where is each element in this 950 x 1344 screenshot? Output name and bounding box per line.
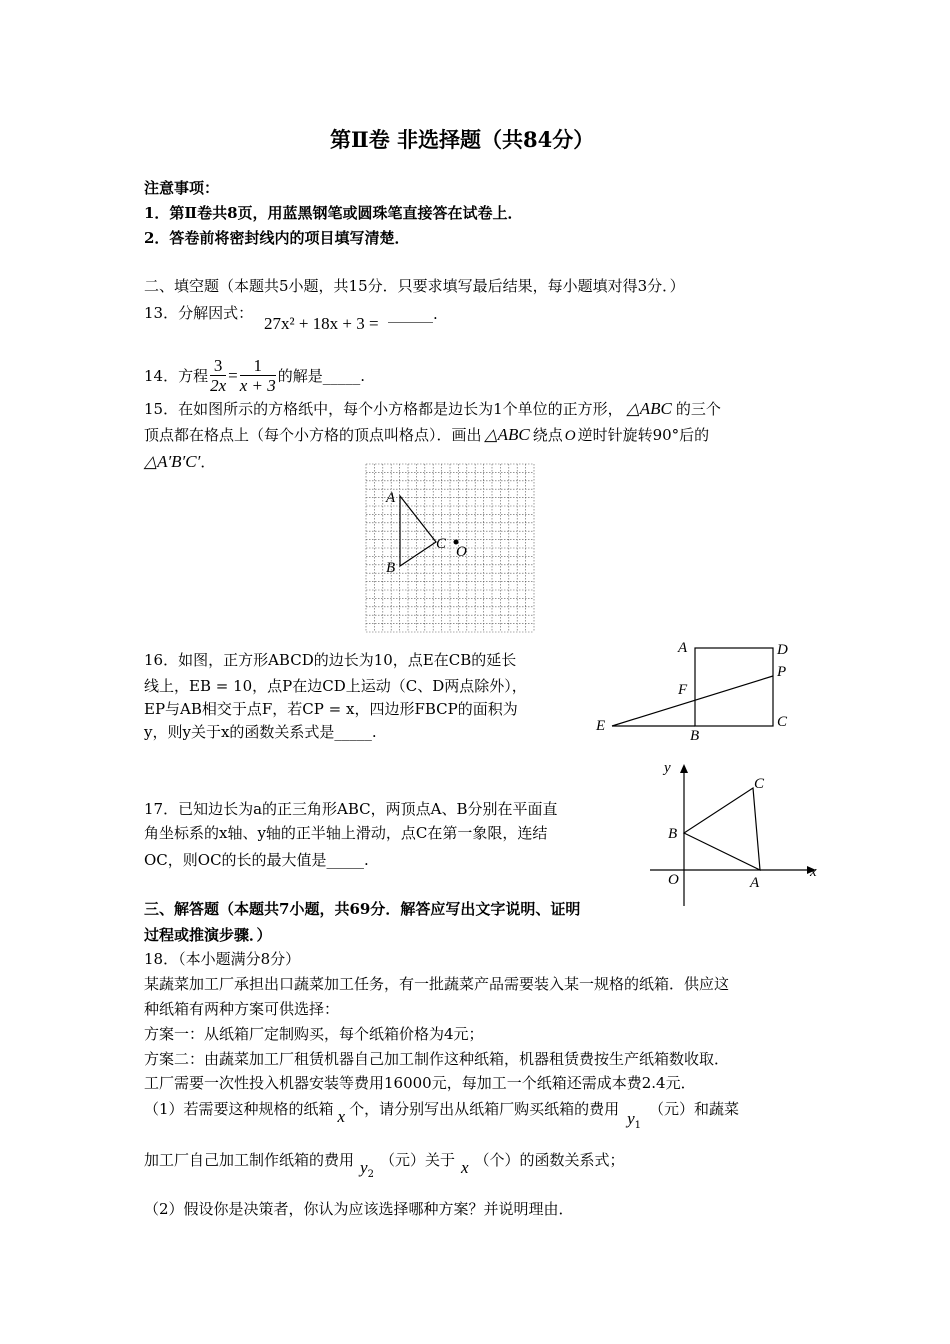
label-a: A: [678, 640, 688, 656]
q13-label: 13．分解因式：: [144, 304, 254, 322]
q15-triangle-prime: △A′B′C′: [144, 452, 201, 471]
notice-item-2: 2．答卷前将密封线内的项目填写清楚．: [144, 229, 410, 247]
q18-y1: [627, 1109, 641, 1136]
triangle-abc: [684, 788, 760, 870]
q17-line1: 17．已知边长为a的正三角形ABC，两顶点A、B分别在平面直: [144, 800, 558, 818]
section2-heading: 二、填空题（本题共5小题，共15分．只要求填写最后结果，每小题填对得3分．）: [144, 277, 685, 295]
q18-p3: 方案一：从纸箱厂定制购买，每个纸箱价格为4元；: [144, 1025, 484, 1043]
q15-point-o: O: [564, 428, 576, 444]
q15-triangle-abc: △ABC: [626, 399, 672, 418]
page-title: 第Ⅱ卷 非选择题（共84分）: [330, 127, 595, 152]
label-e: E: [596, 718, 606, 734]
q14-num1: 3: [210, 356, 226, 376]
q16-line1: 16．如图，正方形ABCD的边长为10，点E在CB的延长: [144, 651, 517, 669]
label-o: O: [668, 872, 679, 888]
q18-var-x: x: [337, 1107, 346, 1126]
segment-ep: [612, 676, 773, 726]
q14-line: [144, 356, 365, 395]
q15-line2: [144, 425, 709, 446]
q14-equals: =: [228, 365, 238, 385]
q17-line3: OC，则OC的长的最大值是_____.: [144, 851, 369, 869]
notice-item-1: 1．第Ⅱ卷共8页，用蓝黑钢笔或圆珠笔直接答在试卷上．: [144, 204, 523, 222]
q16-figure: [590, 636, 800, 748]
q15-line3-end: ．: [200, 453, 216, 471]
q14-den2: x + 3: [239, 376, 276, 395]
label-o: O: [456, 544, 467, 560]
q16-line2: 线上，EB = 10，点P在边CD上运动（C、D两点除外），: [144, 677, 527, 695]
q18-y2-var: y: [360, 1158, 368, 1177]
q18-p2: 种纸箱有两种方案可供选择：: [144, 1000, 340, 1018]
label-b: B: [668, 826, 678, 842]
q14-suffix: 的解是_____.: [277, 366, 366, 385]
label-y: y: [664, 760, 671, 776]
q14-prefix: 14．方程: [144, 366, 209, 385]
q15-line1-text: 15．在如图所示的方格纸中，每个小方格都是边长为1个单位的正方形，: [144, 400, 623, 418]
q18-p5: 工厂需要一次性投入机器安装等费用16000元，每加工一个纸箱还需成本费2.4元．: [144, 1074, 696, 1092]
q15-grid-figure: [364, 462, 536, 636]
q13-blank: ______.: [388, 305, 438, 323]
q14-fraction-1: [210, 356, 226, 395]
label-b: B: [690, 728, 700, 744]
q18-p4: 方案二：由蔬菜加工厂租赁机器自己加工制作这种纸箱，机器租赁费按生产纸箱数收取．: [144, 1050, 730, 1068]
q14-den1: 2x: [210, 376, 227, 395]
q14-fraction-2: [240, 356, 276, 395]
q18-s1-text-b: 个，请分别写出从纸箱厂购买纸箱的费用: [349, 1100, 620, 1118]
q15-line3: [144, 452, 215, 472]
section3-line1: 三、解答题（本题共7小题，共69分．解答应写出文字说明、证明: [144, 900, 581, 918]
label-b: B: [386, 560, 396, 576]
label-f: F: [678, 682, 688, 698]
q18-s1-text-a: （1）若需要这种规格的纸箱: [144, 1100, 334, 1118]
q18-y1-sub: 1: [634, 1120, 642, 1131]
q18-y2-sub: 2: [367, 1169, 374, 1180]
q18-s2-text-b: （元）关于: [379, 1151, 455, 1169]
label-x: x: [810, 864, 817, 880]
q18-s2-text-c: （个）的函数关系式；: [474, 1151, 625, 1169]
y-axis-arrow: [680, 764, 688, 773]
q15-line2-rotate: 绕点: [532, 426, 563, 444]
notice-heading: 注意事项：: [144, 179, 220, 197]
q18-s2-text-a: 加工厂自己加工制作纸箱的费用: [144, 1151, 355, 1169]
q14-num2: 1: [240, 356, 276, 376]
label-d: D: [777, 642, 788, 658]
label-a: A: [750, 875, 760, 891]
label-c: C: [754, 776, 765, 792]
label-p: P: [777, 664, 787, 680]
q16-line4: y，则y关于x的函数关系式是_____.: [144, 723, 377, 741]
q15-line1-end: 的三个: [675, 400, 721, 418]
label-a: A: [386, 490, 396, 506]
q18-heading: 18．（本小题满分8分）: [144, 950, 301, 968]
square-abcd: [695, 648, 773, 726]
section3-line2: 过程或推演步骤．）: [144, 926, 272, 944]
q18-s1-line1: [144, 1099, 740, 1131]
q18-y2: [360, 1158, 374, 1185]
q17-line2: 角坐标系的x轴、y轴的正半轴上滑动，点C在第一象限，连结: [144, 824, 548, 842]
label-c: C: [436, 536, 447, 552]
q18-p1: 某蔬菜加工厂承担出口蔬菜加工任务，有一批蔬菜产品需要装入某一规格的纸箱．供应这: [144, 975, 730, 993]
q15-line1: [144, 399, 721, 419]
q16-line3: EP与AB相交于点F，若CP = x，四边形FBCP的面积为: [144, 700, 518, 718]
q18-s1-text-c: （元）和蔬菜: [649, 1100, 740, 1118]
q18-s2: （2）假设你是决策者，你认为应该选择哪种方案？并说明理由．: [144, 1200, 574, 1218]
q15-line2-text: 顶点都在格点上（每个小方格的顶点叫格点）．画出: [144, 426, 482, 444]
q17-figure: [650, 756, 825, 912]
q15-line2-end: 逆时针旋转90°后的: [577, 426, 710, 444]
label-c: C: [777, 714, 788, 730]
q18-s1-line2: [144, 1150, 625, 1180]
q18-var-x-2: x: [460, 1158, 469, 1177]
q15-triangle-abc-2: △ABC: [484, 425, 530, 444]
q18-y1-var: y: [627, 1109, 635, 1128]
q13-formula: 27x² + 18x + 3 =: [264, 314, 379, 333]
